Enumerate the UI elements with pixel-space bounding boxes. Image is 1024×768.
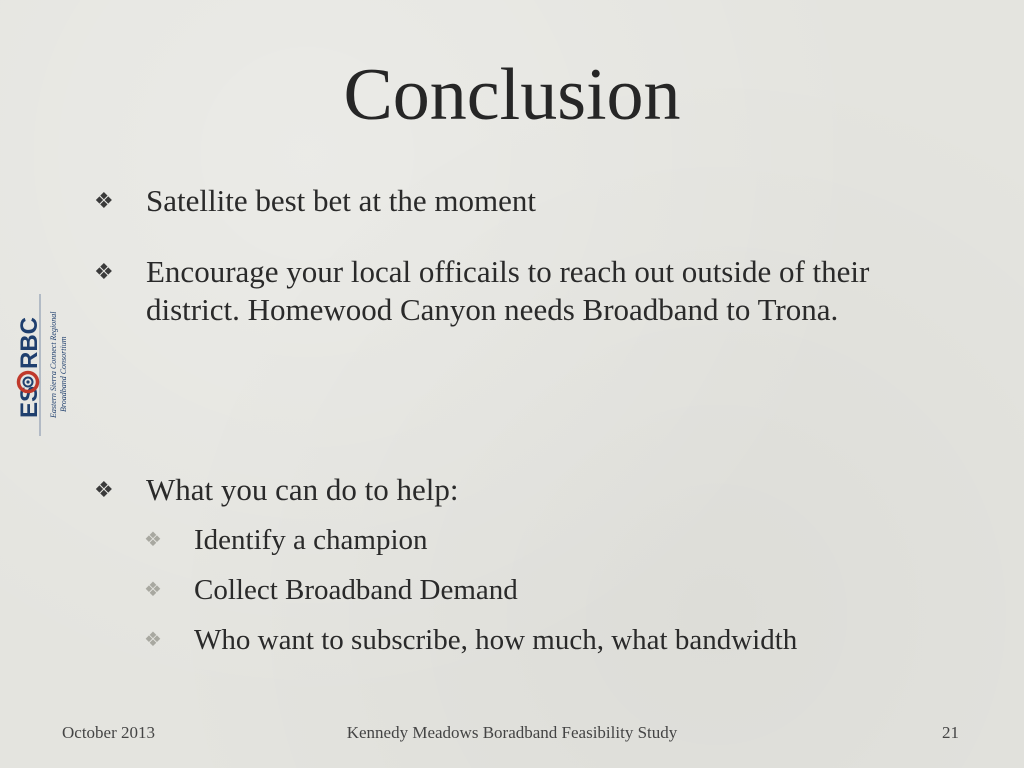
diamond-bullet-icon: ❖ bbox=[94, 188, 114, 213]
slide-number: 21 bbox=[942, 723, 959, 742]
logo-es-text: ES bbox=[16, 385, 43, 418]
bullet-item bbox=[92, 471, 952, 509]
bullet-item bbox=[92, 253, 952, 329]
diamond-bullet-icon: ❖ bbox=[144, 629, 162, 651]
logo-rbc-text: RBC bbox=[16, 317, 43, 369]
diamond-bullet-icon: ❖ bbox=[94, 259, 114, 284]
diamond-bullet-icon: ❖ bbox=[94, 477, 114, 502]
sub-bullet-text: Who want to subscribe, how much, what bandwidth bbox=[194, 624, 798, 656]
slide-title: Conclusion bbox=[343, 54, 681, 136]
sub-bullet-item bbox=[144, 622, 904, 658]
sub-bullet-item bbox=[144, 522, 904, 558]
footer-title: Kennedy Meadows Boradband Feasibility Study bbox=[346, 723, 678, 742]
bullet-text: Satellite best bet at the moment bbox=[146, 183, 536, 218]
sub-bullet-text: Identify a champion bbox=[194, 524, 428, 556]
escrbc-logo-graphic bbox=[10, 290, 76, 440]
escrbc-logo bbox=[10, 290, 76, 440]
logo-tagline-2: Broadband Consortium bbox=[59, 336, 68, 412]
logo-tagline-1: Eastern Sierra Connect Regional bbox=[49, 311, 58, 418]
bullet-item bbox=[92, 182, 952, 220]
bullet-text: What you can do to help: bbox=[146, 472, 459, 507]
footer-date: October 2013 bbox=[62, 723, 156, 742]
bullet-text: Encourage your local officails to reach out outside of their district. Homewood Canyon needs Broadband to Trona. bbox=[146, 254, 870, 327]
sub-bullet-item bbox=[144, 572, 904, 608]
diamond-bullet-icon: ❖ bbox=[144, 529, 162, 551]
sub-bullet-text: Collect Broadband Demand bbox=[194, 574, 518, 606]
diamond-bullet-icon: ❖ bbox=[144, 579, 162, 601]
